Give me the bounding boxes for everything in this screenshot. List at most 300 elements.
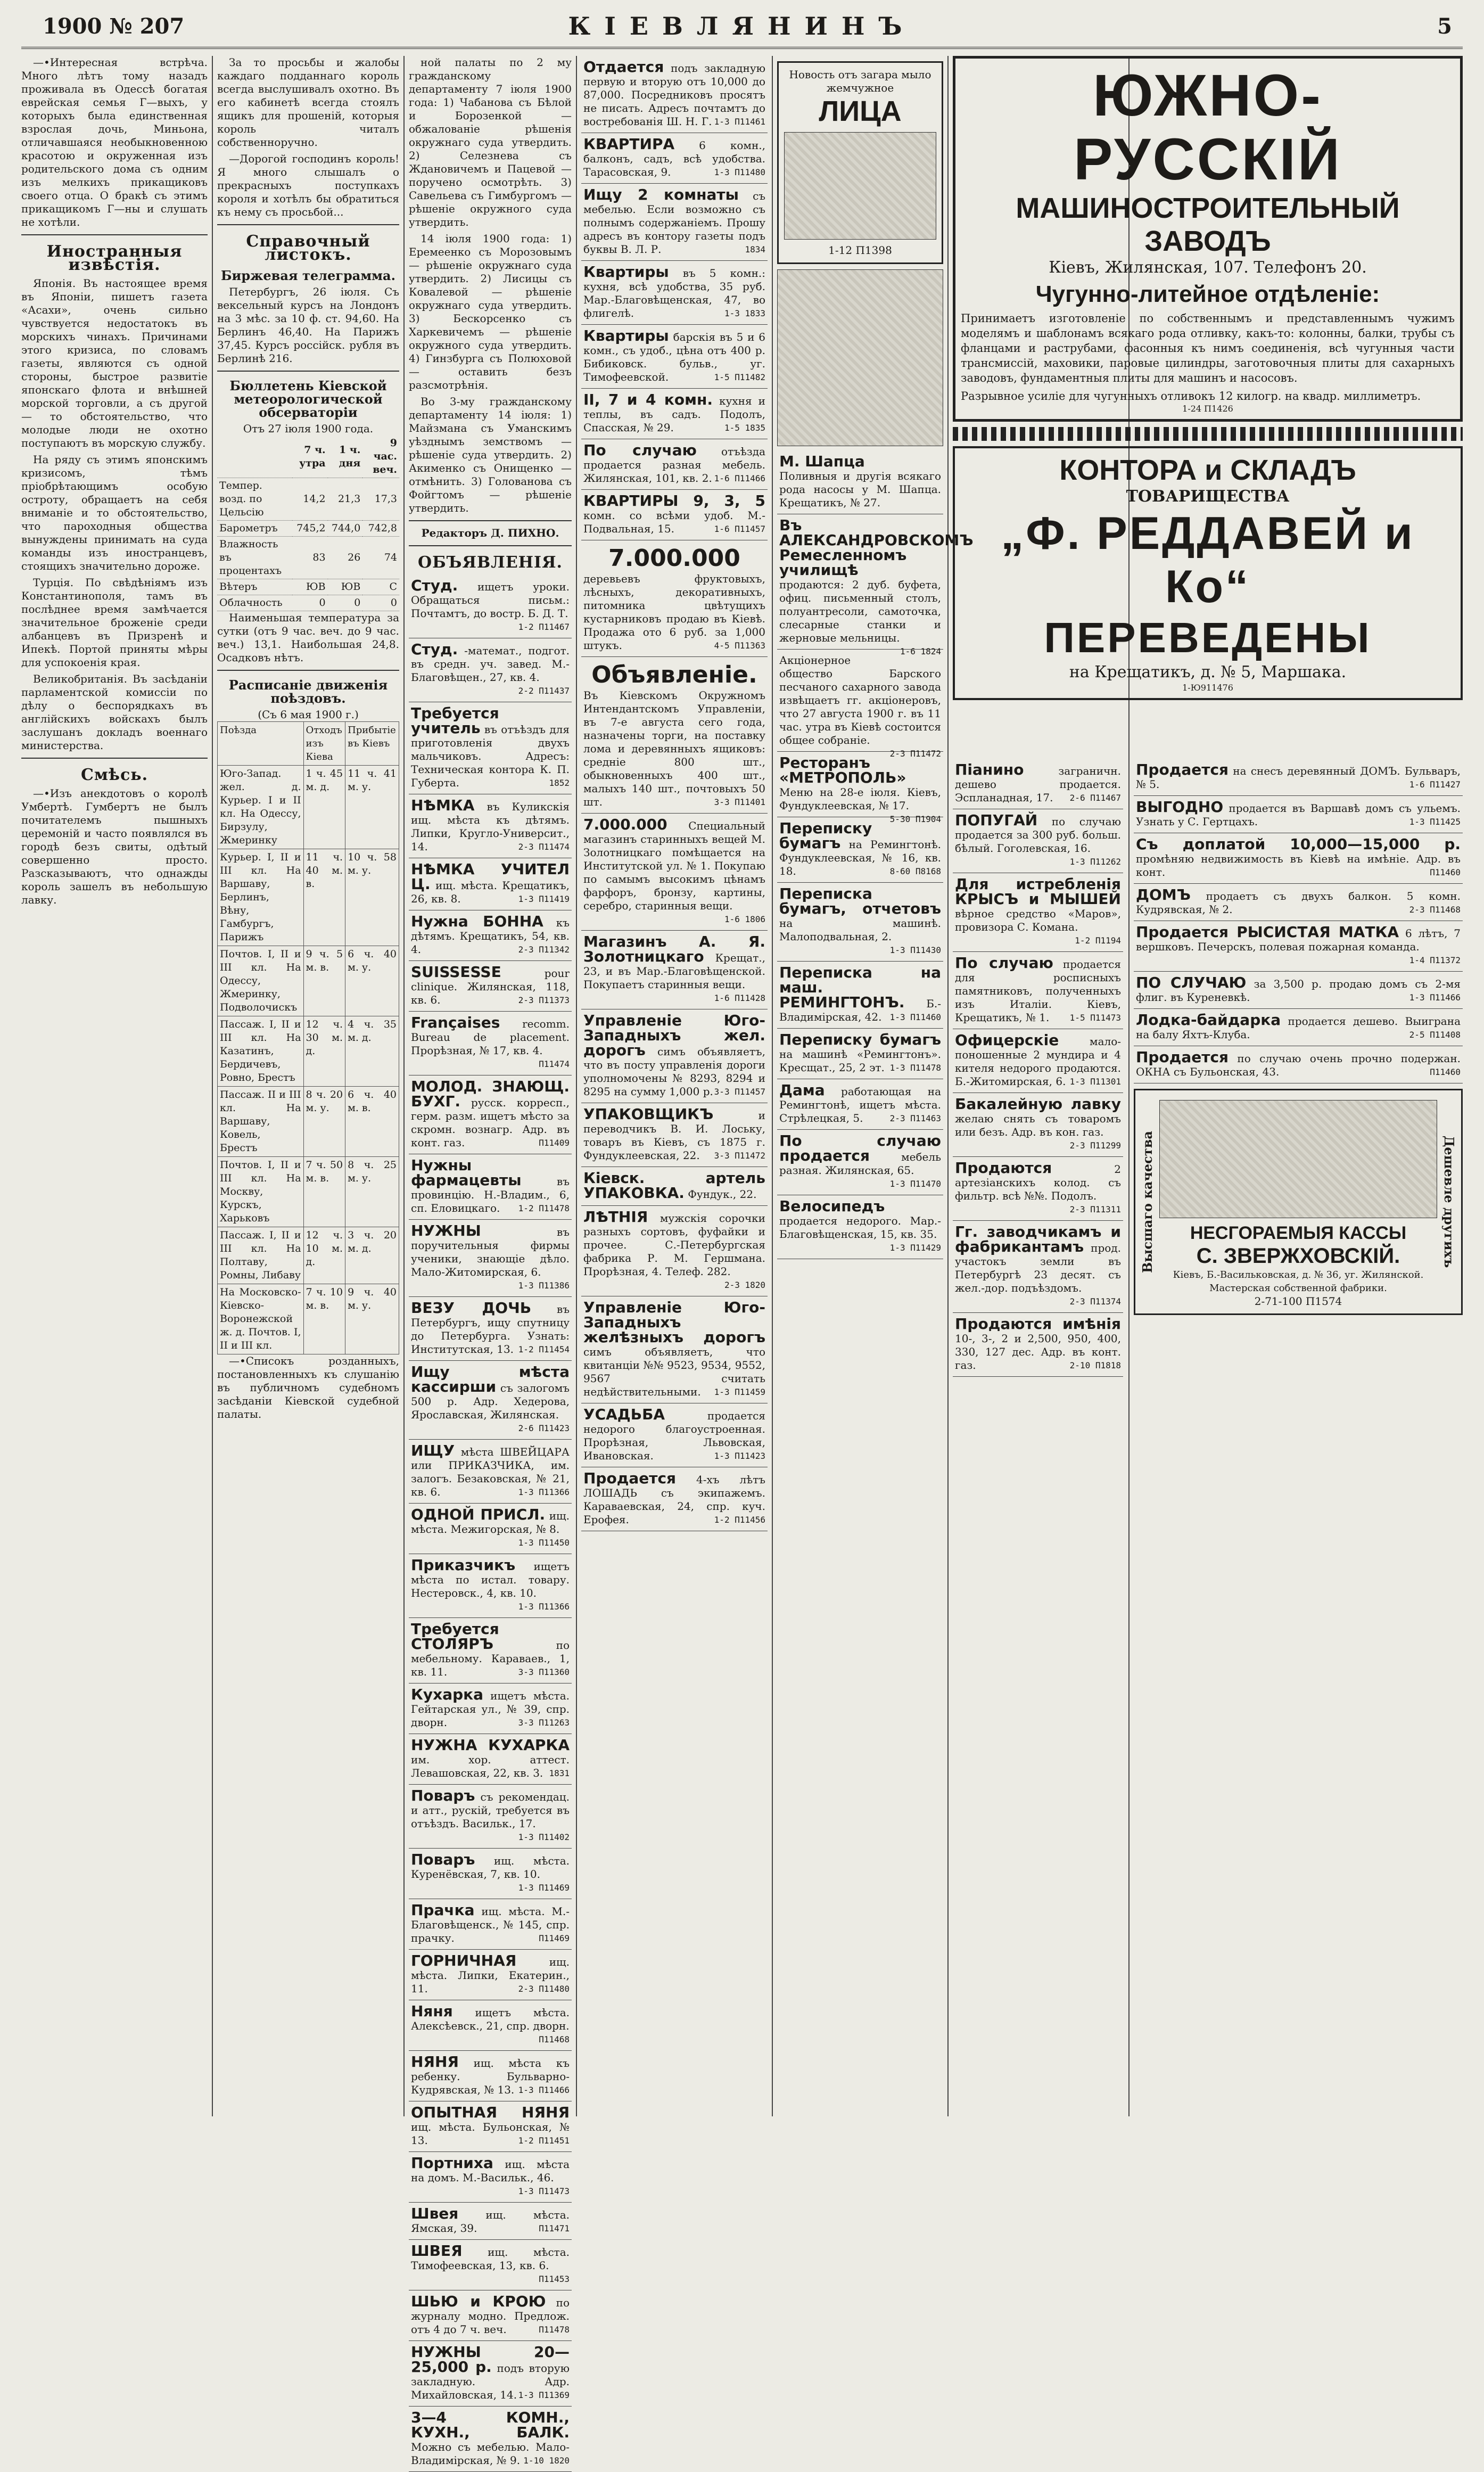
weather-cell: ЮВ [328,579,363,595]
section-heading-reference: Справочный листокъ. [246,232,370,264]
classified-ad [777,650,943,759]
classified-ad [409,1154,572,1220]
classified-ad [409,2101,572,2152]
ad-text: барскія въ 5 и 6 комн., съ удоб., цѣна отъ 400 р. Бибиковск. бульв., уг. Тимофеевской. [583,331,765,383]
classified-ad [409,1297,572,1361]
classified-ad [409,2341,572,2407]
classified-ad [953,873,1123,952]
ad-keyword: Требуется учитель [411,704,499,737]
ad-code: П11469 [539,1933,570,1943]
ad-keyword: По случаю [583,441,697,459]
classified-ad [777,1195,943,1259]
classified-list [1134,759,1463,1083]
weather-cell: Облачность [217,595,292,611]
section-heading-foreign-news: Иностранныя извѣстія. [46,242,183,274]
banner-area [953,56,1463,748]
ad-keyword: Управленіе Юго-Западныхъ жел. дорогъ [583,1012,765,1059]
ad-code: 1-3 П11419 [518,894,570,904]
weather-cell: Влажность въ процентахъ [217,537,292,579]
ad-code: 2-6 П11423 [518,1423,570,1433]
ad-code: 2-5 П11408 [1409,1030,1461,1040]
column-news [21,56,208,2116]
classified-ad [409,1618,572,1683]
news-paragraph: —Дорогой господинъ король! Я много слышалъ о прекрасныхъ поступкахъ короля и хотѣлъ бы обратиться къ нему съ просьбой... [217,152,399,218]
ad-text: ищ. мѣста. М.-Благовѣщенск., № 145, спр. прачку. [411,1905,570,1944]
safe-ad [1134,1089,1463,1315]
ad-keyword: Съ доплатой 10,000—15,000 р. [1136,835,1461,853]
weather-row [217,478,399,521]
ad-text: ищ. мѣста. Бульонская, № 13. [411,2121,570,2147]
ad-keyword: ГОРНИЧНАЯ [411,1952,517,1969]
ad-code: 1-5 П11482 [714,372,765,382]
ad-keyword: ПОПУГАЙ [955,811,1038,829]
ad-text: recomm. Bureau de placement. Прорѣзная, № 17, кв. 4. [411,1017,570,1057]
train-cell: Почтов. I, II и III кл. На Одессу, Жмеринку, Подволочискъ [218,946,304,1016]
ad-text: pour clinique. Жилянская, 118, кв. 6. [411,967,570,1006]
ad-text: 6 лѣтъ, 7 вершковъ. Печерскъ, полевая пожарная команда. [1136,927,1461,953]
ad-text: прод. участокъ земли въ Петербургѣ 23 десят. съ жел.-дор. подъѣздомъ. [955,1242,1121,1294]
classified-ad [409,1849,572,1899]
ad-keyword: Требуется СТОЛЯРЪ [411,1620,499,1653]
train-cell: Пассаж. I, II и III кл. На Полтаву, Ромны, Либаву [218,1227,304,1284]
ad-text: им. хор. аттест. Левашовская, 22, кв. 3. [411,1753,570,1779]
classified-ad [409,1899,572,1950]
classified-ad [953,809,1123,873]
ad-text: въ провинцію. Н.-Владим., 6, сп. Еловицкаго. [411,1175,570,1214]
ad-keyword: Переписка бумагъ, отчетовъ [779,885,941,917]
weather-note: Наименьшая температура за сутки (отъ 9 час. веч. до 9 час. веч.) 13,1. Наибольшая 24,8. Осадковъ нѣтъ. [217,611,399,664]
reddaway-company: ТОВАРИЩЕСТВА [1126,487,1290,506]
ad-code: П11474 [539,1059,570,1069]
ad-text: промѣняю недвижимость въ Кіевѣ на имѣніе. Адр. въ конт. [1136,852,1461,878]
court-paragraph: 14 іюля 1900 года: 1) Еремеенко съ Морозовымъ — рѣшеніе окружнаго суда утвердить. 2) Лисицы съ Ковалевой — рѣшеніе окружнаго суда утвердить. 3) Бескорсенко съ Харкевичемъ — рѣшеніе окружного суда утвердить. 4) Гинзбурга съ Полюховой — оставить безъ разсмотрѣнія. [409,232,572,391]
ad-keyword: Квартиры [583,327,669,344]
train-cell: Почтов. I, II и III кл. На Москву, Курскъ, Харьковъ [218,1157,304,1227]
reddaway-firm: „Ф. РЕДДАВЕЙ и Ко“ [1001,508,1415,612]
ad-text: ищ. мѣста. Ямская, 39. [411,2208,570,2235]
reddaway-heading: КОНТОРА и СКЛАДЪ [1059,454,1356,486]
ad-code: 1-6 П11428 [714,993,765,1003]
classified-ad [409,794,572,858]
masthead [21,10,1463,49]
ad-text: работающая на Ремингтонѣ, ищетъ мѣста. Стрѣлецкая, 5. [779,1085,941,1124]
classified-ad [953,1093,1123,1157]
classified-ad [777,1079,943,1130]
classified-ad [409,2000,572,2051]
ad-code: 1-3 П11425 [1409,817,1461,827]
ad-text: ищ. мѣста къ ребенку. Бульварно-Кудрявская, № 13. [411,2057,570,2096]
news-paragraph: Великобританія. Въ засѣданіи парламентской комиссіи по дѣлу о беспорядкахъ въ англійскихъ войскахъ былъ заслушанъ докладъ военнаго министерства. [21,672,208,752]
classified-ad [1134,1046,1463,1083]
ad-code: 1-3 П11466 [518,2085,570,2095]
train-cell: 11 ч. 40 м. в. [303,849,345,946]
classified-ad [409,1075,572,1154]
train-cell: 3 ч. 20 м. д. [345,1227,399,1284]
ad-text: заграничн. дешево продается. Эспланадная, 17. [955,765,1121,804]
classified-ad [409,2051,572,2101]
ad-text: на снесъ деревянный ДОМЪ. Бульваръ, № 5. [1136,765,1461,791]
ad-keyword: НѢМКА УЧИТЕЛ Ц. [411,860,570,893]
ad-text: кухня и теплы, въ садъ. Подолъ, Спасская, № 29. [583,395,765,434]
reddaway-moved: ПЕРЕВЕДЕНЫ [1044,614,1372,661]
ad-keyword: Лодка-байдарка [1136,1011,1281,1029]
ad-keyword: Швея [411,2205,459,2222]
ad-keyword: Ресторанъ «МЕТРОПОЛЬ» [779,754,906,786]
ad-text: въ Петербургъ, ищу спутницу до Петербурга. Узнать: Институтская, 13. [411,1303,570,1356]
ad-text: продается недорого благоустроенная. Прорѣзная, Львовская, Ивановская. [583,1409,765,1462]
safe-side-label: Высшаго качества [1140,1131,1155,1273]
classified-ad [581,931,768,1009]
weather-cell: Вѣтеръ [217,579,292,595]
ad-keyword: Для истребленія КРЫСЪ и МЫШЕЙ [955,875,1121,908]
ad-text: Можно съ мебелью. Мало-Владимірская, № 9. [411,2441,570,2467]
weather-header-cell [217,436,292,478]
ad-text: мебель разная. Жилянская, 65. [779,1151,941,1177]
train-cell: 12 ч. 30 м. д. [303,1016,345,1087]
ad-code: 2-3 1820 [724,1280,765,1290]
divider [217,224,399,225]
classified-ad [409,1012,572,1075]
classified-ad [953,1157,1123,1221]
weather-row [217,521,399,537]
ad-text: по журналу модно. Предлож. отъ 4 до 7 ч. веч. [411,2296,570,2336]
classified-ad [409,2152,572,2203]
issue-number: 1900 № 207 [43,14,185,39]
weather-header-cell: 7 ч. утра [292,436,328,478]
page-number: 5 [1437,14,1452,39]
classified-ad [409,1504,572,1554]
train-row [218,766,399,849]
news-paragraph: Японія. Въ настоящее время въ Японіи, пишетъ газета «Асахи», очень сильно чувствуется недостатокъ въ морскихъ чинахъ. Причинами этого кризиса, по словамъ газеты, являются съ одной стороны, быстрое развитіе японскаго флота и внѣшней морской торговли, а съ другой — то обстоятельство, что молодые люди не охотно поступаютъ въ морскую службу. [21,277,208,449]
ad-text: и переводчикъ В. И. Лоську, товаръ въ Кіевъ, съ 1875 г. Фундуклеевская, 22. [583,1109,765,1162]
ad-text: продается недорого. Мар.-Благовѣщенская, 15, кв. 35. [779,1214,941,1241]
novost-label: ЛИЦА [819,95,902,127]
ad-text: мѣста ШВЕЙЦАРА или ПРИКАЗЧИКА, им. залогъ. Безаковская, № 21, кв. 6. [411,1446,570,1498]
ad-code: 1852 [549,778,570,788]
ad-text: вѣрное средство «Маров», провизора С. Комана. [955,907,1121,933]
ad-text: продаетъ съ двухъ балкон. 5 комн. Кудрявская, № 2. [1136,890,1461,916]
ad-keyword: Переписка на маш. РЕМИНГТОНЪ. [779,964,941,1011]
train-cell: 12 ч. 10 м. д. [303,1227,345,1284]
ad-text: ищетъ мѣста. Алексѣевск., 21, спр. дворн. [411,2006,570,2032]
news-paragraph: На ряду съ этимъ японскимъ кризисомъ, тѣмъ пріобрѣтающимъ особую остроту, обращаетъ на себя вниманіе и то обстоятельство, что пароходныя общества вынуждены принимать на суда команды изъ иностранцевъ, стоящихъ значительно дороже. [21,453,208,572]
factory-subtitle: МАШИНОСТРОИТЕЛЬНЫЙ ЗАВОДЪ [1016,192,1400,257]
weather-date: Отъ 27 іюля 1900 года. [243,422,374,435]
ad-text: подъ вторую закладную. Адр. Михайловская, 14. [411,2362,570,2401]
ad-keyword: ОДНОЙ ПРИСЛ. [411,1506,546,1523]
weather-cell: 26 [328,537,363,579]
ad-text: за 3,500 р. продаю домъ съ 2-мя флиг. въ Куреневкѣ. [1136,978,1461,1004]
ornament-border [953,427,1463,441]
weather-cell: 0 [328,595,363,611]
column-rule [772,56,773,2116]
ad-code: 2-3 П11474 [518,842,570,852]
safe-side-label: Дешевле другихъ [1441,1136,1457,1268]
newspaper-title: КІЕВЛЯНИНЪ [568,12,916,40]
classified-ad [1134,759,1463,796]
ad-text: въ Куликскія ищ. мѣста къ дѣтямъ. Липки, Кругло-Университ., 14. [411,800,570,853]
ad-code: 1-24 П1426 [1182,404,1233,414]
factory-note: Разрывное усиліе для чугунныхъ отливокъ 12 килогр. на квадр. миллиметръ. [961,390,1421,403]
ad-code: П11460 [1430,1067,1461,1077]
ad-text: съ залогомъ 500 р. Адр. Хедерова, Ярославская, Жилянская. [411,1382,570,1421]
exchange-text: Петербургъ, 26 іюля. Съ вексельный курсъ на Лондонъ на 3 мѣс. за 10 ф. ст. 94,60. На Берлинъ 46,40. На Парижъ 37,45. Курсъ россійск. рубля въ Берлинѣ 216. [217,285,399,365]
ad-keyword: Продается [1136,1048,1229,1066]
ad-code: 3-3 П11401 [714,797,765,807]
ad-keyword: 7.000.000 [608,545,740,572]
ad-code: 1-3 П11470 [889,1179,941,1189]
classified-ad [581,540,768,657]
ad-code: 4-5 П11363 [714,640,765,651]
weather-cell: Темпер. возд. по Цельсію [217,478,292,521]
train-header-cell: Поѣзда [218,722,304,766]
ad-keyword: Управленіе Юго-Западныхъ желѣзныхъ дорогъ [583,1299,765,1346]
safe-illustration [1159,1100,1437,1218]
ad-text: на Ремингтонѣ. Фундуклеевская, № 16, кв. 18. [779,838,942,877]
train-cell: 11 ч. 41 м. у. [345,766,399,849]
ad-text: Поливныя и другія всякаго рода насосы у М. Шапца. Крещатикъ, № 27. [779,470,941,509]
ad-text: симъ объявляетъ, что въ посту управленія дороги уполномочены № 8293, 8294 и 8295 на сумму 1,000 р. [583,1045,765,1098]
classified-list [777,817,943,1259]
ad-code: 3-3 П11263 [518,1718,570,1728]
ad-code: 1-3 П11369 [518,2390,570,2400]
ad-code: 1-3 П11366 [518,1602,570,1612]
ad-keyword: Продается [1136,761,1229,778]
train-cell: 7 ч. 50 м. в. [303,1157,345,1227]
ad-code: 1-3 П11473 [518,2186,570,2196]
ad-keyword: Квартиры [583,263,669,281]
ad-keyword: Продаются [955,1159,1052,1177]
classified-ad [409,1554,572,1618]
news-paragraph: За то просьбы и жалобы каждаго подданнаго король всегда выслушивалъ охотно. Въ его кабинетѣ всегда стоялъ ящикъ для прошеній, которыя король читалъ собственноручно. [217,56,399,149]
ad-code: 2-3 П11373 [518,995,570,1005]
novost-ad [777,61,943,264]
classified-ad [409,2203,572,2240]
train-cell: 4 ч. 35 м. д. [345,1016,399,1087]
ad-keyword: ПО СЛУЧАЮ [1136,974,1247,991]
weather-cell: 0 [292,595,328,611]
classified-ad [777,817,943,883]
column-reference [217,56,399,2116]
ad-code: 1-2 П11478 [518,1203,570,1213]
ad-keyword: ОПЫТНАЯ НЯНЯ [411,2104,570,2121]
ad-code: 1-3 П11366 [518,1487,570,1497]
ad-keyword: ДОМЪ [1136,886,1191,904]
weather-header-cell: 9 час. веч. [362,436,399,478]
ad-code: 1-2 П11456 [714,1515,765,1525]
classified-ad [1134,796,1463,833]
ad-code: 1-12 П1398 [828,244,892,257]
classified-ad [777,450,943,514]
train-header-cell: Отходъ изъ Кіева [303,722,345,766]
ad-text: на машинѣ «Ремингтонъ». Кресщат., 25, 2 эт. [779,1048,941,1074]
ad-keyword: Студ. [411,640,458,658]
novost-title: Новость отъ загара мыло жемчужное [789,68,931,94]
divider [409,545,572,546]
ad-keyword: ШЬЮ и КРОЮ [411,2293,546,2310]
ad-code: П11460 [1430,867,1461,877]
ad-text: русск. корресп., герм. разм. ищетъ мѣсто за скромн. вознагр. Адр. въ конт. газ. [411,1096,570,1149]
ad-text: по случаю очень прочно подержан. ОКНА съ Бульонская, 43. [1136,1052,1461,1078]
classified-ad [409,1785,572,1849]
train-table [217,721,399,1354]
section-subheading-exchange: Биржевая телеграмма. [221,268,395,283]
ad-text: желаю снять съ товаромъ или безъ. Адр. въ кон. газ. [955,1112,1121,1138]
ad-keyword: КВАРТИРА [583,135,675,153]
ad-code: 1-3 П11469 [518,1883,570,1893]
ad-keyword: Продается РЫСИСТАЯ МАТКА [1136,923,1399,941]
ad-code: 1-6 П11427 [1409,779,1461,790]
factory-address: Кіевъ, Жилянская, 107. Телефонъ 20. [1049,258,1367,277]
classified-ad [953,1221,1123,1313]
ad-code: 1-2 П11467 [518,622,570,632]
ad-text: продается въ Варшавѣ домъ съ ульемъ. Узнать у С. Гертцахъ. [1136,802,1461,828]
divider [217,371,399,372]
ad-keyword: ВЫГОДНО [1136,798,1224,816]
train-schedule-title: Расписаніе движенія поѣздовъ. [228,677,388,706]
classified-ad [777,883,943,962]
weather-cell: ЮВ [292,579,328,595]
ad-text: мужскія сорочки разныхъ сортовъ, фуфайки и прочее. С.-Петербургская фабрика Р. М. Гершмана. Прорѣзная, 4. Телеф. 282. [583,1212,765,1278]
ad-code: 1-3 П11423 [714,1451,765,1461]
ad-text: комн. со всѣми удоб. М.-Подвальная, 15. [583,509,765,535]
factory-name: ЮЖНО-РУССКІЙ [1074,63,1342,192]
ad-text: подъ закладную первую и вторую отъ 10,000 до 87,000. Посредниковъ просятъ не писать. Адресъ почтамтъ до востребованія Ш. Н. Г. [583,62,765,128]
train-cell: 6 ч. 40 м. у. [345,946,399,1016]
ad-keyword: М. Шапца [779,453,865,470]
classified-ad [409,910,572,961]
ad-text: 4-хъ лѣтъ ЛОШАДЬ съ экипажемъ. Караваевская, 24, спр. куч. Ерофея. [583,1473,765,1526]
editor-line: Редакторъ Д. ПИХНО. [421,527,559,539]
classified-ad [581,814,768,931]
ad-code: 1-3 П11450 [518,1538,570,1548]
classified-ad [581,1009,768,1103]
weather-cell: 744,0 [328,521,363,537]
ad-code: 1-3 П11461 [714,117,765,127]
safe-keyword: НЕСГОРАЕМЫЯ КАССЫ [1190,1223,1407,1243]
classified-ad [581,1296,768,1403]
ad-keyword: II, 7 и 4 комн. [583,391,713,408]
train-cell: Пассаж. I, II и III кл. На Казатинъ, Бердичевъ, Ровно, Брестъ [218,1016,304,1087]
column-rule [212,56,213,2116]
train-row [218,1284,399,1354]
classified-ad [777,1130,943,1195]
ad-keyword: ИЩУ [411,1442,455,1459]
ad-text: отъѣзда продается разная мебель. Жилянская, 101, кв. 2. [583,445,765,484]
train-cell: 8 ч. 25 м. у. [345,1157,399,1227]
weather-row [217,579,399,595]
classified-ad [409,858,572,910]
ad-text: въ отъѣздъ для приготовленія двухъ мальчиковъ. Адресъ: Техническая контора К. П. Губерта. [411,723,570,789]
ad-keyword: Нужна БОННА [411,913,543,930]
ad-code: 1-5 1835 [724,423,765,433]
ad-keyword: По случаю [955,954,1053,972]
ad-text: ищ. мѣста. Межигорская, № 8. [411,1509,570,1535]
classified-ad [953,1029,1123,1093]
ad-keyword: Кухарка [411,1686,484,1703]
divider [409,520,572,521]
train-schedule-date: (Съ 6 мая 1900 г.) [258,708,359,721]
court-paragraph: ной палаты по 2 му гражданскому департаменту 7 іюля 1900 года: 1) Чабанова съ Бѣлой и Борозенкой — обжалованіе рѣшенія окружнаго суда утвердить. 2) Селезнева съ Ждановичемъ и Пацевой — поручено осмотрѣть. 3) Савельева съ Гимбургомъ — рѣшеніе окружного суда утвердить. [409,56,572,228]
train-row [218,1087,399,1157]
train-cell: 9 ч. 5 м. в. [303,946,345,1016]
ad-text: съ рекомендац. и атт., рускій, требуется въ отъѣздъ. Васильк., 17. [411,1791,570,1830]
weather-table [217,436,399,611]
reddaway-ad [953,446,1463,700]
ad-keyword: 7.000.000 [583,816,667,833]
divider [217,670,399,671]
ad-keyword: Приказчикъ [411,1556,516,1574]
classified-list [953,759,1123,1377]
ad-keyword: Въ АЛЕКСАНДРОВСКОМЪ Ремесленномъ училищѣ [779,516,974,579]
ad-text: въ 5 комн.: кухня, всѣ удобства, 35 руб. Мар.-Благовѣщенская, 47, во флигелѣ. [583,267,765,319]
ad-text: по случаю продается за 300 руб. больш. бѣлый. Гоголевская, 16. [955,815,1121,855]
weather-row [217,537,399,579]
train-cell: Юго-Запад. жел. д. Курьер. I и II кл. На Одессу, Бирзулу, Жмеринку [218,766,304,849]
ad-code: 8-60 П8168 [889,866,941,876]
classified-ad [953,1313,1123,1377]
ad-keyword: МОЛОД. ЗНАЮЩ. БУХГ. [411,1078,570,1110]
ad-keyword: ЛѢТНІЯ [583,1208,648,1226]
ad-text: ищетъ мѣста. Гейтарская ул., № 39, спр. дворн. [411,1689,570,1729]
ad-keyword: Няня [411,2002,453,2020]
ad-code: 3-3 П11360 [518,1667,570,1677]
ad-keyword: Ищу мѣста кассирши [411,1363,570,1395]
ad-code: 2-71-100 П1574 [1254,1295,1342,1308]
ad-code: 2-3 П11311 [1069,1204,1121,1214]
ad-code: 3-3 П11472 [714,1151,765,1161]
ad-keyword: Поваръ [411,1787,475,1804]
ad-code: 2-3 П11299 [1069,1140,1121,1151]
classified-ad [581,56,768,133]
ad-keyword: НУЖНЫ 20—25,000 р. [411,2343,570,2376]
train-row [218,1016,399,1087]
ad-keyword: НУЖНА КУХАРКА [411,1736,570,1754]
ad-keyword: Отдается [583,58,664,76]
ad-code: 2-6 П11467 [1069,793,1121,803]
ad-code: 1-3 П11478 [889,1063,941,1073]
train-cell: 8 ч. 20 м. у. [303,1087,345,1157]
classified-ad [409,1220,572,1297]
ad-keyword: Портниха [411,2154,493,2172]
safe-text: Кіевъ, Б.-Васильковская, д. № 36, уг. Жилянской. Мастерская собственной фабрики. [1173,1269,1424,1294]
ad-text: по мебельному. Караваев., 1, кв. 11. [411,1639,570,1678]
ad-code: 1-3 П11480 [714,167,765,177]
classified-ad [409,961,572,1012]
classified-ad [409,1361,572,1440]
classified-ad [1134,1009,1463,1046]
classified-list [409,574,572,2472]
ad-code: 2-3 П11472 [889,749,941,759]
ad-text: Меню на 28-е іюля. Кіевъ, Фундуклеевская, № 17. [779,786,941,812]
classified-ad [581,1103,768,1167]
ad-code: 3-3 П11457 [714,1087,765,1097]
ads-heading: ОБЪЯВЛЕНІЯ. [418,553,563,572]
ad-text: въ поручительныя фирмы ученики, знающіе дѣло. Мало-Житомирская, 6. [411,1226,570,1278]
ad-code: 2-3 П11468 [1409,905,1461,915]
news-paragraph: —•Интересная встрѣча. Много лѣтъ тому назадъ проживала въ Одессѣ богатая еврейская семья Г—выхъ, у которыхъ была единственная взрослая дочь, Миньона, отличавшаяся необыкновенною красотою и окруженная изъ родительского дома съ одним изъ мелкихъ прикащиковъ своего отца. О бракѣ съ этимъ прикащикомъ Г—ны и слушать не хотѣли. [21,56,208,228]
classified-ad [409,574,572,638]
pump-illustration [777,269,943,446]
ad-code: 1-Ю911476 [1182,683,1233,693]
classified-ad [581,1167,768,1206]
divider [21,758,208,759]
ad-text: на машинѣ. Малоподвальная, 2. [779,917,941,943]
ad-keyword: Магазинъ А. Я. Золотницкаго [583,933,765,965]
classified-ad [953,952,1123,1029]
ad-code: 1-6 1806 [724,914,765,924]
ad-keyword: Прачка [411,1901,475,1919]
